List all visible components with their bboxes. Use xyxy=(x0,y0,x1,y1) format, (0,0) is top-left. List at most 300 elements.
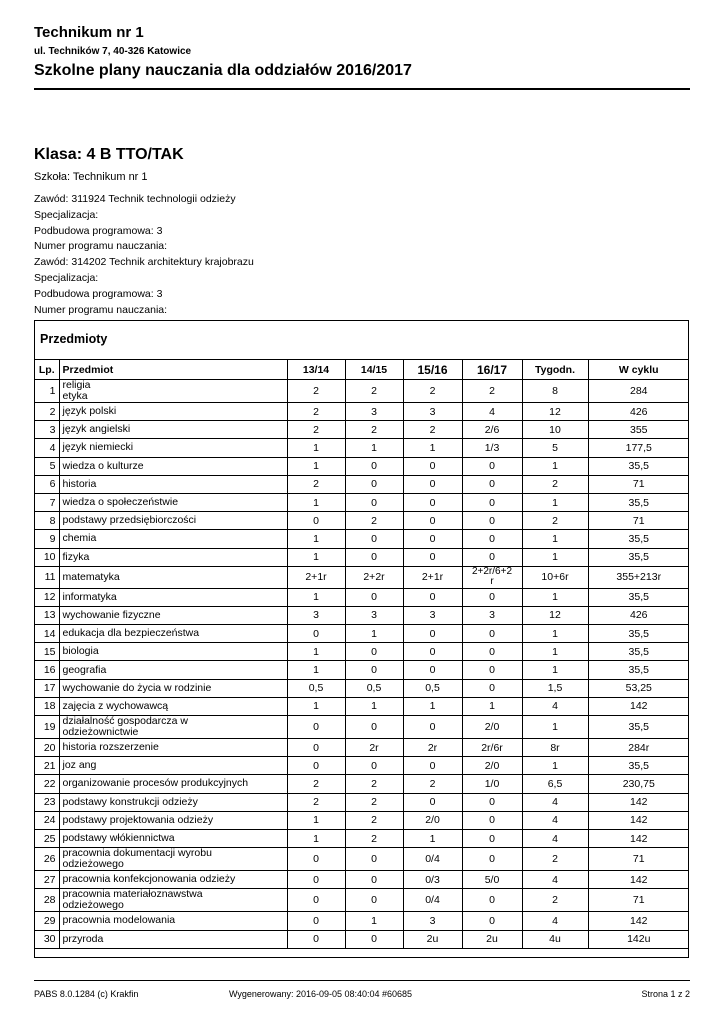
footer-page: Strona 1 z 2 xyxy=(641,989,690,999)
hours-1617: 4 xyxy=(462,403,522,421)
row-number: 13 xyxy=(35,606,59,624)
weekly-hours: 1 xyxy=(522,625,588,643)
hours-1314: 1 xyxy=(287,811,345,829)
weekly-hours: 4u xyxy=(522,930,588,948)
subject-name: informatyka xyxy=(59,588,287,606)
class-title: Klasa: 4 B TTO/TAK xyxy=(34,146,184,163)
cycle-hours: 142 xyxy=(588,912,689,930)
section-title: Przedmioty xyxy=(40,332,108,346)
weekly-hours: 12 xyxy=(522,403,588,421)
hours-1516: 0 xyxy=(403,643,462,661)
subject-name: działalność gospodarcza w odzieżownictwie xyxy=(59,716,287,739)
hours-1314: 2 xyxy=(287,793,345,811)
weekly-hours: 1 xyxy=(522,661,588,679)
subject-name: edukacja dla bezpieczeństwa xyxy=(59,625,287,643)
weekly-hours: 4 xyxy=(522,871,588,889)
subject-name: religia etyka xyxy=(59,380,287,403)
hours-1314: 2 xyxy=(287,403,345,421)
hours-1617: 2u xyxy=(462,930,522,948)
hours-1516: 2 xyxy=(403,421,462,439)
hours-1617: 0 xyxy=(462,493,522,511)
weekly-hours: 1 xyxy=(522,493,588,511)
row-number: 14 xyxy=(35,625,59,643)
hours-1516: 0 xyxy=(403,548,462,566)
table-row xyxy=(35,889,689,912)
col-header-1415: 14/15 xyxy=(345,360,403,380)
weekly-hours: 12 xyxy=(522,606,588,624)
hours-1314: 1 xyxy=(287,548,345,566)
hours-1415: 2r xyxy=(345,739,403,757)
hours-1516: 1 xyxy=(403,697,462,715)
hours-1516: 1 xyxy=(403,439,462,457)
hours-1617: 2 xyxy=(462,380,522,403)
row-number: 6 xyxy=(35,475,59,493)
col-header-weekly: Tygodn. xyxy=(522,360,588,380)
col-header-1617: 16/17 xyxy=(462,360,522,380)
hours-1617: 0 xyxy=(462,793,522,811)
hours-1314: 1 xyxy=(287,457,345,475)
document-header xyxy=(34,24,412,80)
hours-1415: 0 xyxy=(345,457,403,475)
hours-1415: 0,5 xyxy=(345,679,403,697)
cycle-hours: 71 xyxy=(588,848,689,871)
hours-1415: 0 xyxy=(345,716,403,739)
hours-1415: 2 xyxy=(345,512,403,530)
subjects-table xyxy=(35,359,689,949)
weekly-hours: 5 xyxy=(522,439,588,457)
hours-1617: 0 xyxy=(462,457,522,475)
weekly-hours: 4 xyxy=(522,912,588,930)
hours-1415: 1 xyxy=(345,912,403,930)
weekly-hours: 4 xyxy=(522,793,588,811)
weekly-hours: 1 xyxy=(522,548,588,566)
hours-1314: 0 xyxy=(287,757,345,775)
row-number: 5 xyxy=(35,457,59,475)
hours-1314: 1 xyxy=(287,661,345,679)
subject-name: język polski xyxy=(59,403,287,421)
hours-1617: 0 xyxy=(462,661,522,679)
hours-1617: 5/0 xyxy=(462,871,522,889)
cycle-hours: 142 xyxy=(588,697,689,715)
cycle-hours: 35,5 xyxy=(588,548,689,566)
row-number: 20 xyxy=(35,739,59,757)
weekly-hours: 8r xyxy=(522,739,588,757)
table-row xyxy=(35,606,689,624)
hours-1516: 3 xyxy=(403,912,462,930)
subject-name: historia rozszerzenie xyxy=(59,739,287,757)
subject-name: biologia xyxy=(59,643,287,661)
hours-1415: 0 xyxy=(345,643,403,661)
cycle-hours: 142 xyxy=(588,793,689,811)
hours-1415: 1 xyxy=(345,697,403,715)
subject-name: język angielski xyxy=(59,421,287,439)
info-line: Specjalizacja: xyxy=(34,208,99,221)
hours-1516: 0 xyxy=(403,457,462,475)
hours-1617: 2/6 xyxy=(462,421,522,439)
table-row xyxy=(35,871,689,889)
class-info xyxy=(34,171,254,318)
hours-1516: 0 xyxy=(403,475,462,493)
document-title: Szkolne plany nauczania dla oddziałów 2016/2017 xyxy=(34,62,412,79)
cycle-hours: 35,5 xyxy=(588,457,689,475)
subject-name: wiedza o społeczeństwie xyxy=(59,493,287,511)
row-number: 4 xyxy=(35,439,59,457)
cycle-hours: 142 xyxy=(588,829,689,847)
weekly-hours: 1,5 xyxy=(522,679,588,697)
table-row xyxy=(35,661,689,679)
hours-1415: 0 xyxy=(345,548,403,566)
hours-1617: 0 xyxy=(462,475,522,493)
subject-name: pracownia modelowania xyxy=(59,912,287,930)
hours-1314: 1 xyxy=(287,643,345,661)
table-row xyxy=(35,829,689,847)
col-header-subject: Przedmiot xyxy=(59,360,287,380)
table-row xyxy=(35,530,689,548)
row-number: 7 xyxy=(35,493,59,511)
row-number: 27 xyxy=(35,871,59,889)
hours-1516: 0 xyxy=(403,512,462,530)
hours-1314: 1 xyxy=(287,530,345,548)
hours-1516: 3 xyxy=(403,606,462,624)
info-line: Podbudowa programowa: 3 xyxy=(34,224,163,237)
table-row xyxy=(35,493,689,511)
table-row xyxy=(35,566,689,588)
weekly-hours: 2 xyxy=(522,512,588,530)
school-name: Technikum nr 1 xyxy=(34,24,144,41)
table-row xyxy=(35,739,689,757)
row-number: 28 xyxy=(35,889,59,912)
hours-1415: 0 xyxy=(345,661,403,679)
class-school: Szkoła: Technikum nr 1 xyxy=(34,171,148,183)
hours-1516: 1 xyxy=(403,829,462,847)
hours-1415: 0 xyxy=(345,475,403,493)
hours-1415: 2 xyxy=(345,793,403,811)
cycle-hours: 142u xyxy=(588,930,689,948)
cycle-hours: 71 xyxy=(588,475,689,493)
hours-1516: 0,5 xyxy=(403,679,462,697)
hours-1617: 0 xyxy=(462,829,522,847)
weekly-hours: 2 xyxy=(522,889,588,912)
cycle-hours: 284 xyxy=(588,380,689,403)
table-row xyxy=(35,421,689,439)
header-divider xyxy=(34,88,690,90)
hours-1314: 1 xyxy=(287,829,345,847)
cycle-hours: 35,5 xyxy=(588,493,689,511)
hours-1617: 0 xyxy=(462,530,522,548)
hours-1415: 0 xyxy=(345,588,403,606)
weekly-hours: 1 xyxy=(522,643,588,661)
hours-1516: 0 xyxy=(403,588,462,606)
row-number: 23 xyxy=(35,793,59,811)
hours-1415: 2 xyxy=(345,421,403,439)
row-number: 26 xyxy=(35,848,59,871)
cycle-hours: 426 xyxy=(588,606,689,624)
table-row xyxy=(35,811,689,829)
hours-1415: 1 xyxy=(345,439,403,457)
subject-name: joz ang xyxy=(59,757,287,775)
cycle-hours: 355+213r xyxy=(588,566,689,588)
col-header-cycle: W cyklu xyxy=(588,360,689,380)
row-number: 2 xyxy=(35,403,59,421)
table-row xyxy=(35,403,689,421)
info-line: Podbudowa programowa: 3 xyxy=(34,287,163,300)
hours-1516: 0/4 xyxy=(403,848,462,871)
hours-1617: 0 xyxy=(462,912,522,930)
hours-1617: 2/0 xyxy=(462,757,522,775)
hours-1516: 0 xyxy=(403,661,462,679)
hours-1516: 0/4 xyxy=(403,889,462,912)
hours-1617: 2r/6r xyxy=(462,739,522,757)
hours-1314: 0 xyxy=(287,716,345,739)
table-row xyxy=(35,775,689,793)
hours-1516: 0 xyxy=(403,793,462,811)
subject-name: organizowanie procesów produkcyjnych xyxy=(59,775,287,793)
cycle-hours: 142 xyxy=(588,871,689,889)
row-number: 1 xyxy=(35,380,59,403)
info-line: Specjalizacja: xyxy=(34,271,99,284)
hours-1314: 2 xyxy=(287,475,345,493)
hours-1415: 3 xyxy=(345,403,403,421)
hours-1415: 2 xyxy=(345,811,403,829)
weekly-hours: 4 xyxy=(522,697,588,715)
hours-1617: 0 xyxy=(462,643,522,661)
row-number: 8 xyxy=(35,512,59,530)
weekly-hours: 10+6r xyxy=(522,566,588,588)
cycle-hours: 142 xyxy=(588,811,689,829)
row-number: 19 xyxy=(35,716,59,739)
hours-1617: 2+2r/6+2 r xyxy=(462,566,522,588)
weekly-hours: 4 xyxy=(522,829,588,847)
hours-1314: 0 xyxy=(287,625,345,643)
footer-divider xyxy=(34,980,690,981)
hours-1516: 0 xyxy=(403,716,462,739)
subject-name: podstawy konstrukcji odzieży xyxy=(59,793,287,811)
weekly-hours: 4 xyxy=(522,811,588,829)
hours-1415: 2 xyxy=(345,380,403,403)
hours-1516: 2r xyxy=(403,739,462,757)
hours-1314: 2 xyxy=(287,775,345,793)
subject-name: przyroda xyxy=(59,930,287,948)
hours-1617: 1 xyxy=(462,697,522,715)
table-row xyxy=(35,625,689,643)
subject-name: pracownia konfekcjonowania odzieży xyxy=(59,871,287,889)
hours-1415: 0 xyxy=(345,848,403,871)
row-number: 25 xyxy=(35,829,59,847)
school-address: ul. Techników 7, 40-326 Katowice xyxy=(34,46,192,57)
hours-1314: 1 xyxy=(287,439,345,457)
subjects-panel xyxy=(34,320,689,958)
hours-1516: 0 xyxy=(403,625,462,643)
subject-name: chemia xyxy=(59,530,287,548)
row-number: 18 xyxy=(35,697,59,715)
info-line: Zawód: 314202 Technik architektury krajobrazu xyxy=(34,256,254,269)
subject-name: podstawy przedsiębiorczości xyxy=(59,512,287,530)
subject-name: pracownia materiałoznawstwa odzieżowego xyxy=(59,889,287,912)
hours-1617: 0 xyxy=(462,588,522,606)
hours-1617: 0 xyxy=(462,848,522,871)
subject-name: zajęcia z wychowawcą xyxy=(59,697,287,715)
cycle-hours: 71 xyxy=(588,889,689,912)
hours-1617: 1/3 xyxy=(462,439,522,457)
hours-1516: 2 xyxy=(403,380,462,403)
cycle-hours: 35,5 xyxy=(588,625,689,643)
row-number: 3 xyxy=(35,421,59,439)
hours-1617: 0 xyxy=(462,679,522,697)
table-row xyxy=(35,380,689,403)
table-row xyxy=(35,848,689,871)
hours-1415: 0 xyxy=(345,493,403,511)
row-number: 30 xyxy=(35,930,59,948)
table-row xyxy=(35,548,689,566)
weekly-hours: 1 xyxy=(522,757,588,775)
hours-1314: 0 xyxy=(287,912,345,930)
hours-1516: 0 xyxy=(403,757,462,775)
table-row xyxy=(35,679,689,697)
cycle-hours: 35,5 xyxy=(588,716,689,739)
table-row xyxy=(35,512,689,530)
cycle-hours: 426 xyxy=(588,403,689,421)
subject-name: historia xyxy=(59,475,287,493)
row-number: 12 xyxy=(35,588,59,606)
col-header-1314: 13/14 xyxy=(287,360,345,380)
info-line: Numer programu nauczania: xyxy=(34,240,168,253)
cycle-hours: 177,5 xyxy=(588,439,689,457)
table-row xyxy=(35,757,689,775)
hours-1314: 2 xyxy=(287,421,345,439)
table-row xyxy=(35,716,689,739)
hours-1516: 3 xyxy=(403,403,462,421)
hours-1314: 2 xyxy=(287,380,345,403)
row-number: 16 xyxy=(35,661,59,679)
hours-1617: 0 xyxy=(462,811,522,829)
subject-name: podstawy włókiennictwa xyxy=(59,829,287,847)
hours-1516: 2/0 xyxy=(403,811,462,829)
col-header-1516: 15/16 xyxy=(403,360,462,380)
footer-software: PABS 8.0.1284 (c) Krakfin xyxy=(34,989,139,999)
hours-1415: 0 xyxy=(345,871,403,889)
cycle-hours: 35,5 xyxy=(588,643,689,661)
subject-name: fizyka xyxy=(59,548,287,566)
row-number: 17 xyxy=(35,679,59,697)
subject-name: wychowanie do życia w rodzinie xyxy=(59,679,287,697)
hours-1617: 0 xyxy=(462,889,522,912)
subject-name: geografia xyxy=(59,661,287,679)
row-number: 15 xyxy=(35,643,59,661)
hours-1617: 1/0 xyxy=(462,775,522,793)
weekly-hours: 1 xyxy=(522,530,588,548)
subject-name: wiedza o kulturze xyxy=(59,457,287,475)
weekly-hours: 2 xyxy=(522,475,588,493)
hours-1617: 3 xyxy=(462,606,522,624)
cycle-hours: 35,5 xyxy=(588,757,689,775)
info-line: Numer programu nauczania: xyxy=(34,303,168,316)
hours-1415: 0 xyxy=(345,930,403,948)
table-row xyxy=(35,912,689,930)
hours-1516: 2u xyxy=(403,930,462,948)
hours-1314: 0 xyxy=(287,739,345,757)
row-number: 10 xyxy=(35,548,59,566)
row-number: 21 xyxy=(35,757,59,775)
row-number: 24 xyxy=(35,811,59,829)
subject-name: podstawy projektowania odzieży xyxy=(59,811,287,829)
weekly-hours: 8 xyxy=(522,380,588,403)
hours-1617: 0 xyxy=(462,512,522,530)
cycle-hours: 35,5 xyxy=(588,530,689,548)
weekly-hours: 1 xyxy=(522,457,588,475)
hours-1314: 0 xyxy=(287,930,345,948)
weekly-hours: 1 xyxy=(522,716,588,739)
hours-1516: 2 xyxy=(403,775,462,793)
hours-1314: 3 xyxy=(287,606,345,624)
row-number: 29 xyxy=(35,912,59,930)
weekly-hours: 6,5 xyxy=(522,775,588,793)
subject-name: język niemiecki xyxy=(59,439,287,457)
footer-generated: Wygenerowany: 2016-09-05 08:40:04 #60685 xyxy=(229,989,413,999)
table-row xyxy=(35,457,689,475)
hours-1415: 0 xyxy=(345,530,403,548)
table-row xyxy=(35,475,689,493)
table-row xyxy=(35,588,689,606)
hours-1415: 1 xyxy=(345,625,403,643)
table-row xyxy=(35,930,689,948)
hours-1314: 1 xyxy=(287,493,345,511)
table-row xyxy=(35,697,689,715)
info-line: Zawód: 311924 Technik technologii odzieży xyxy=(34,193,236,205)
table-row xyxy=(35,439,689,457)
cycle-hours: 53,25 xyxy=(588,679,689,697)
cycle-hours: 230,75 xyxy=(588,775,689,793)
hours-1314: 0 xyxy=(287,848,345,871)
hours-1415: 0 xyxy=(345,889,403,912)
hours-1516: 0 xyxy=(403,530,462,548)
cycle-hours: 35,5 xyxy=(588,661,689,679)
col-header-lp: Lp. xyxy=(35,360,59,380)
weekly-hours: 1 xyxy=(522,588,588,606)
row-number: 22 xyxy=(35,775,59,793)
cycle-hours: 284r xyxy=(588,739,689,757)
hours-1415: 2+2r xyxy=(345,566,403,588)
hours-1415: 2 xyxy=(345,829,403,847)
hours-1314: 0,5 xyxy=(287,679,345,697)
row-number: 9 xyxy=(35,530,59,548)
hours-1415: 0 xyxy=(345,757,403,775)
hours-1314: 1 xyxy=(287,588,345,606)
weekly-hours: 2 xyxy=(522,848,588,871)
weekly-hours: 10 xyxy=(522,421,588,439)
cycle-hours: 355 xyxy=(588,421,689,439)
hours-1617: 0 xyxy=(462,548,522,566)
hours-1415: 2 xyxy=(345,775,403,793)
hours-1617: 2/0 xyxy=(462,716,522,739)
hours-1516: 2+1r xyxy=(403,566,462,588)
hours-1314: 0 xyxy=(287,871,345,889)
table-row xyxy=(35,793,689,811)
hours-1516: 0/3 xyxy=(403,871,462,889)
subject-name: matematyka xyxy=(59,566,287,588)
hours-1314: 0 xyxy=(287,512,345,530)
hours-1516: 0 xyxy=(403,493,462,511)
row-number: 11 xyxy=(35,566,59,588)
cycle-hours: 71 xyxy=(588,512,689,530)
hours-1617: 0 xyxy=(462,625,522,643)
hours-1314: 2+1r xyxy=(287,566,345,588)
cycle-hours: 35,5 xyxy=(588,588,689,606)
table-row xyxy=(35,643,689,661)
subject-name: wychowanie fizyczne xyxy=(59,606,287,624)
hours-1314: 1 xyxy=(287,697,345,715)
hours-1314: 0 xyxy=(287,889,345,912)
subject-name: pracownia dokumentacji wyrobu odzieżowego xyxy=(59,848,287,871)
